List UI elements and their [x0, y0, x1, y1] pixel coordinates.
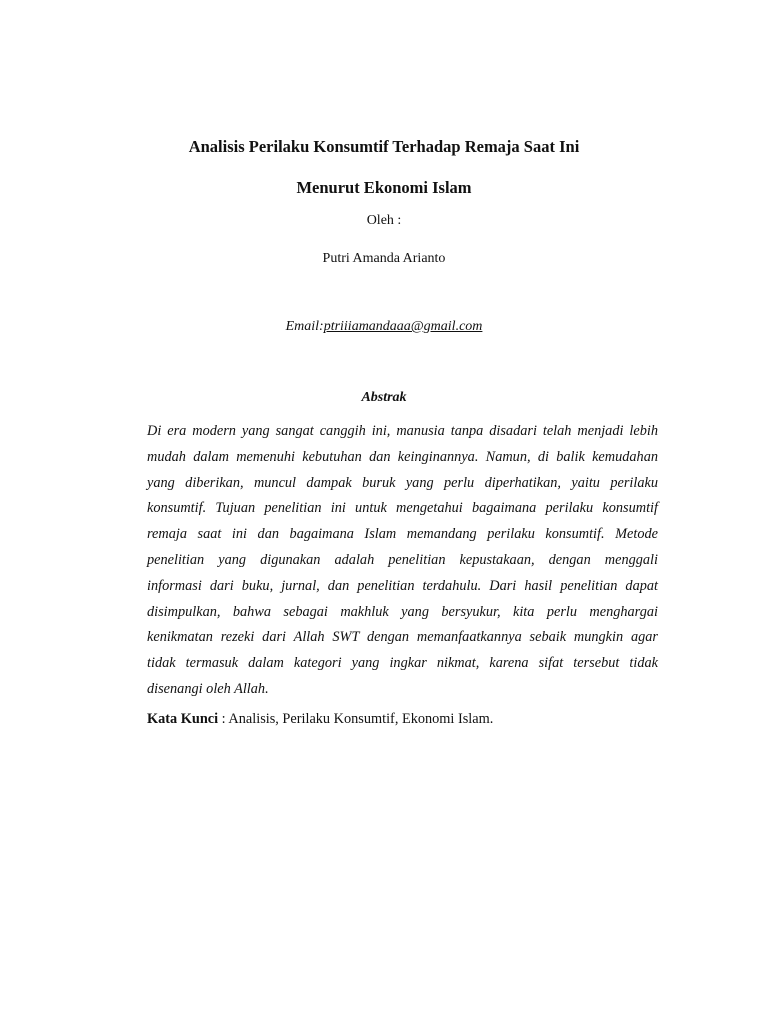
abstract-line: tidak termasuk dalam kategori yang ingkar nikmat, karena sifat tersebut tidak: [147, 655, 658, 672]
by-label: Oleh :: [366, 213, 402, 228]
abstract-line: kenikmatan rezeki dari Allah SWT dengan memanfaatkannya sebaik mungkin agar: [147, 629, 658, 646]
author-email-line: [0, 318, 768, 336]
abstract-line: remaja saat ini dan bagaimana Islam memandang perilaku konsumtif. Metode: [147, 526, 658, 543]
keywords-label: Kata Kunci: [147, 711, 219, 727]
paper-title-line-2: Menurut Ekonomi Islam: [296, 178, 472, 197]
abstract-line: disimpulkan, bahwa sebagai makhluk yang bersyukur, kita perlu menghargai: [147, 603, 658, 620]
abstract-line: yang diberikan, muncul dampak buruk yang perlu diperhatikan, yaitu perilaku: [147, 474, 658, 491]
abstract-line: disenangi oleh Allah.: [147, 680, 269, 697]
keywords-line: [147, 709, 493, 729]
abstract-line: Di era modern yang sangat canggih ini, manusia tanpa disadari telah menjadi lebih: [147, 423, 658, 439]
email-link[interactable]: ptriiiamandaaa@gmail.com: [323, 319, 483, 334]
keywords-text: : Analisis, Perilaku Konsumtif, Ekonomi Islam.: [218, 711, 494, 727]
abstract-heading: Abstrak: [361, 390, 407, 405]
paper-title-line-1: Analisis Perilaku Konsumtif Terhadap Remaja Saat Ini: [188, 137, 580, 156]
abstract-line: konsumtif. Tujuan penelitian ini untuk mengetahui bagaimana perilaku konsumtif: [147, 500, 658, 517]
abstract-line: informasi dari buku, jurnal, dan penelitian terdahulu. Dari hasil penelitian dapat: [147, 577, 658, 594]
abstract-line: mudah dalam memenuhi kebutuhan dan keinginannya. Namun, di balik kemudahan: [147, 448, 658, 465]
email-label: Email:: [285, 319, 324, 334]
abstract-body: [147, 419, 658, 703]
abstract-line: penelitian yang digunakan adalah penelitian kepustakaan, dengan menggali: [147, 551, 658, 568]
author-name: Putri Amanda Arianto: [322, 251, 446, 266]
